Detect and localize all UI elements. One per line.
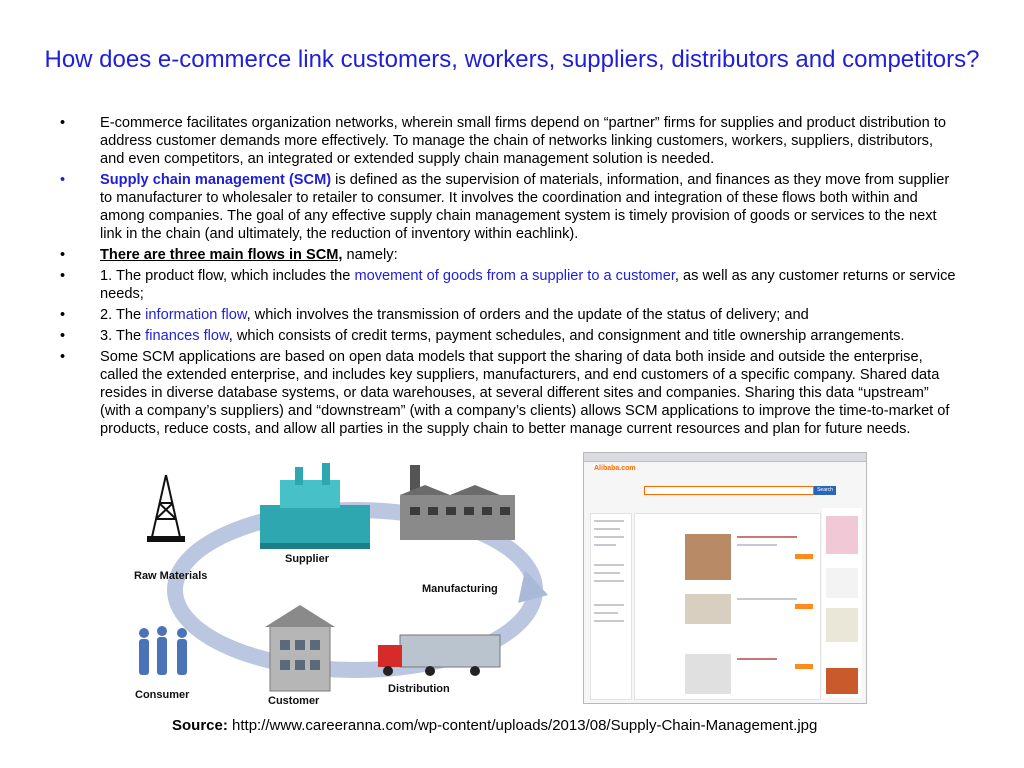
bullet-text: , which consists of credit terms, payment schedules, and consignment and title ownership arrangements. [228, 328, 905, 344]
slide-title: How does e-commerce link customers, workers, suppliers, distributors and competitors? [44, 46, 980, 73]
product-thumbnail [685, 534, 731, 580]
bullet-product-flow [60, 267, 960, 303]
alibaba-website-screenshot [583, 452, 867, 704]
customer-store-icon [265, 605, 335, 691]
related-product-thumbnail [826, 608, 858, 642]
product-flow-highlight: movement of goods from a supplier to a customer [354, 268, 675, 284]
bullet-finances-flow [60, 327, 960, 345]
bullet-text: namely: [342, 247, 398, 263]
website-related-products [822, 508, 862, 698]
source-url: http://www.careeranna.com/wp-content/uploads/2013/08/Supply-Chain-Management.jpg [227, 717, 818, 734]
product-thumbnail [685, 594, 731, 624]
website-sidebar [590, 513, 632, 700]
bullet-three-flows [60, 246, 960, 264]
bullet-ecommerce-networks [60, 114, 960, 168]
website-product-list [634, 513, 821, 700]
source-citation [172, 716, 892, 736]
bullet-open-data-models [60, 348, 960, 438]
oil-derrick-icon [148, 475, 184, 541]
manufacturing-plant-icon [400, 465, 515, 540]
contact-supplier-button [795, 554, 813, 559]
scm-term: Supply chain management (SCM) [100, 172, 332, 188]
information-flow-highlight: information flow [145, 307, 247, 323]
bullet-list [60, 114, 960, 441]
bullet-text: 2. The [100, 307, 146, 323]
contact-supplier-button [795, 604, 813, 609]
website-brand-logo: Alibaba.com [594, 465, 636, 472]
label-distribution: Distribution [388, 683, 450, 695]
bullet-text: Some SCM applications are based on open data models that support the sharing of data both inside and outside the enterprise, called the extended enterprise, and includes key suppliers, manufacturers, and end customers of a specific company. Shared data resides in diverse database systems, or data warehouses, at several different sites and companies. Sharing this data “upstream” (with a company’s suppliers) and “downstream” (with a company’s clients) allows SCM applications to improve the time-to-market of products, reduce costs, and allow all parties in the supply chain to better manage current resources and plan for future needs. [100, 349, 950, 437]
browser-toolbar [584, 453, 866, 462]
contact-supplier-button [795, 664, 813, 669]
supplier-factory-icon [260, 463, 370, 549]
supply-chain-diagram [130, 455, 575, 710]
finances-flow-highlight: finances flow [145, 328, 229, 344]
related-product-thumbnail [826, 668, 858, 694]
bullet-scm-definition [60, 171, 960, 243]
bullet-text: 3. The [100, 328, 146, 344]
label-raw-materials: Raw Materials [134, 570, 208, 582]
product-thumbnail [685, 654, 731, 694]
label-supplier: Supplier [285, 553, 330, 565]
supply-chain-illustration [130, 455, 575, 710]
consumer-people-icon [139, 626, 187, 675]
label-consumer: Consumer [135, 689, 190, 701]
bullet-text: , which involves the transmission of orders and the update of the status of delivery; and [246, 307, 809, 323]
bullet-text: is defined as the supervision of materials, information, and finances as they move from supplier to manufacturer to wholesaler to retailer to consumer. It involves the coordination and integration of these flows both within and among companies. The goal of any effective supply chain management system is timely provision of goods or services to the next link in the chain (and ultimately, the reduction of inventory within eachlink). [100, 172, 950, 242]
bullet-text: E-commerce facilitates organization networks, wherein small firms depend on “partner” firms for supplies and product distribution to address customer demands more effectively. To manage the chain of networks linking customers, workers, suppliers, distributors, and even competitors, an integrated or extended supply chain management solution is needed. [100, 115, 946, 167]
source-label: Source: [172, 717, 228, 734]
three-flows-term: There are three main flows in SCM, [100, 247, 343, 263]
bullet-text: 1. The product flow, which includes the [100, 268, 355, 284]
related-product-thumbnail [826, 568, 858, 598]
related-product-thumbnail [826, 516, 858, 554]
label-manufacturing: Manufacturing [422, 583, 498, 595]
website-search-box [644, 486, 814, 495]
bullet-text: , as well as any customer returns or service needs; [100, 268, 956, 302]
website-search-button: Search [814, 486, 836, 495]
bullet-information-flow [60, 306, 960, 324]
label-customer: Customer [268, 695, 320, 707]
